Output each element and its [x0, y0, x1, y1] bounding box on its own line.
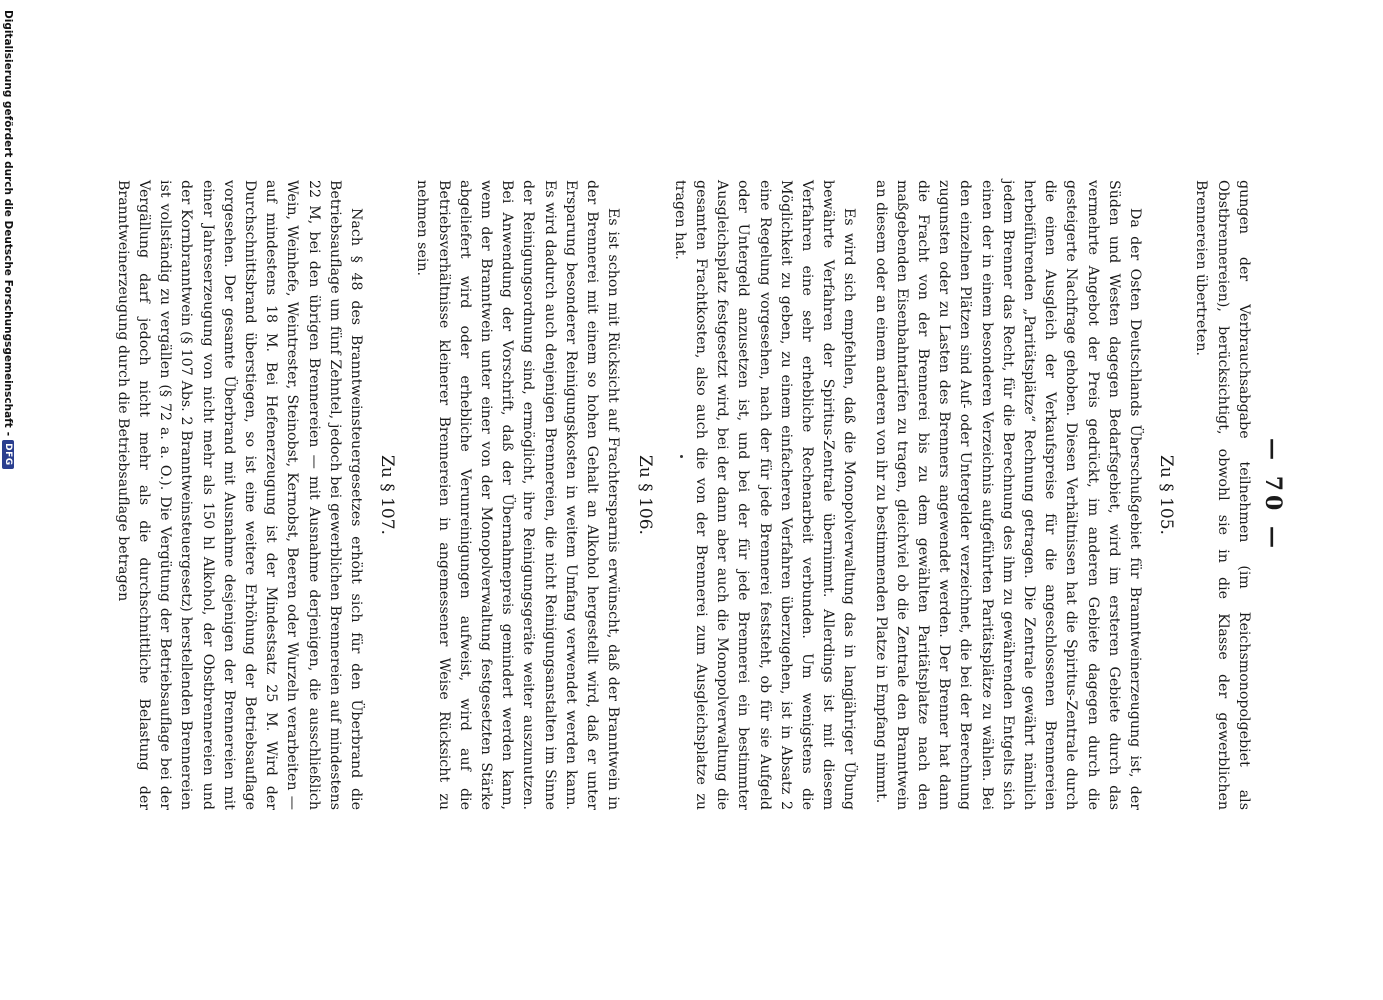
lead-paragraph: gungen der Verbrauchsabgabe teilnehmen (im Reichsmonopolgebiet als Obstbrennereien), berücksichtigt, obwohl sie in die Klasse der gewerblichen Brennereien übertreten. [1193, 180, 1252, 810]
dfg-logo-icon: DFG [2, 440, 14, 469]
page-number: — 70 — [1260, 438, 1286, 552]
footer-note: Digitalisierung gefördert durch die Deutsche Forschungsgemeinschaft [2, 10, 14, 428]
paragraph-106-1: Es ist schon mit Rücksicht auf Frachtersparnis erwünscht, daß der Branntwein in der Brennerei mit einem so hohen Gehalt an Alkohol hergestellt wird, daß er unter Ersparung besonderer Reinigungskosten in weitem Umfang verwendet werden kann. Es wird dadurch auch denjenigen Brennereien, die nicht Reinigungsanstalten im Sinne der Reinigungsordnung sind, ermöglicht, ihre Reinigungsgeräte weiter auszunutzen. Bei Anwendung der Vorschrift, daß der Übernahmepreis gemindert werden kann, wenn der Branntwein unter einer von der Monopolverwaltung festgesetzten Stärke abgeliefert wird oder erhebliche Verunreinigungen aufweist, wird auf die Betriebsverhältnisse kleinerer Brennereien in angemessener Weise Rücksicht zu nehmen sein. [414, 180, 622, 810]
paragraph-105-2: Es wird sich empfehlen, daß die Monopolverwaltung das in langjähriger Übung bewährte Verfahren der Spiritus-Zentrale übernimmt. Allerdings ist mit diesem Verfahren eine sehr erhebliche Rechenarbeit verbunden. Um wenigstens die Möglichkeit zu geben, zu einem einfacheren Verfahren überzugehen, ist in Absatz 2 eine Regelung vorgesehen, nach der für jede Brennerei feststeht, ob für sie Aufgeld oder Untergeld anzusetzen ist, und bei der für jede Brennerei ein bestimmter Ausgleichsplatz festgesetzt wird, bei der dann aber auch die Monopolverwaltung die gesamten Frachtkosten, also auch die von der Brennerei zum Ausgleichsplatze zu tragen hat. [671, 180, 858, 810]
footer-separator: - [2, 431, 14, 437]
page-content [112, 180, 1286, 810]
section-heading-106: Zu § 106. [634, 455, 655, 535]
section-heading-107: Zu § 107. [377, 455, 398, 535]
section-heading-105: Zu § 105. [1156, 455, 1177, 535]
digitization-footer [2, 10, 14, 990]
paragraph-105-1: Da der Osten Deutschlands Überschußgebiet für Branntweinerzeugung ist, der Süden und Westen dagegen Bedarfsgebiet, wird im ersteren Gebiete durch das vermehrte Angebot der Preis gedrückt, im anderen Gebiete dagegen durch die gesteigerte Nachfrage gehoben. Diesen Verhältnissen hat die Spiritus-Zentrale durch die einen Ausgleich der Verkaufspreise für die angeschlossenen Brennereien herbeiführenden „Paritätsplätze“ Rechnung getragen. Die Zentrale gewährt nämlich jedem Brenner das Recht, für die Berechnung des ihm zu gewährenden Entgelts sich einen der in einem besonderen Verzeichnis aufgeführten Paritätsplätze zu wählen. Bei den einzelnen Plätzen sind Auf- oder Untergelder verzeichnet, die bei der Berechnung zugunsten oder zu Lasten des Brenners angewendet werden. Der Brenner hat dann die Fracht von der Brennerei bis zu dem gewählten Paritätsplatze nach den maßgebenden Eisenbahntarifen zu tragen, gleichviel ob die Zentrale den Branntwein an diesem oder an einem anderen von ihr zu bestimmenden Platze in Empfang nimmt. [872, 180, 1143, 810]
paragraph-107-1: Nach § 48 des Branntweinsteuergesetzes erhöht sich für den Überbrand die Betriebsauflage um fünf Zehntel, jedoch bei gewerblichen Brennereien auf mindestens 22 M, bei den übrigen Brennereien — mit Ausnahme derjenigen, die ausschließlich Wein, Weinhefe, Weintrester, Steinobst, Kernobst, Beeren oder Wurzeln verarbeiten — auf mindestens 18 M. Bei Hefenerzeugung ist der Mindestsatz 25 M. Wird der Durchschnittsbrand überstiegen, so ist eine weitere Erhöhung der Betriebsauflage vorgesehen. Der gesamte Überbrand mit Ausnahme desjenigen der Brennereien mit einer Jahreserzeugung von nicht mehr als 150 hl Alkohol, der Obstbrennereien und der Kornbranntwein (§ 107 Abs. 2 Branntweinsteuergesetz) herstellenden Brennereien ist vollständig zu vergällen (§ 72 a. a. O.). Die Vergütung der Betriebsauflage bei der Vergällung darf jedoch nicht mehr als die durchschnittliche Belastung der Branntweinerzeugung durch die Betriebsauflage betragen [114, 180, 365, 810]
scan-speck [680, 455, 683, 458]
